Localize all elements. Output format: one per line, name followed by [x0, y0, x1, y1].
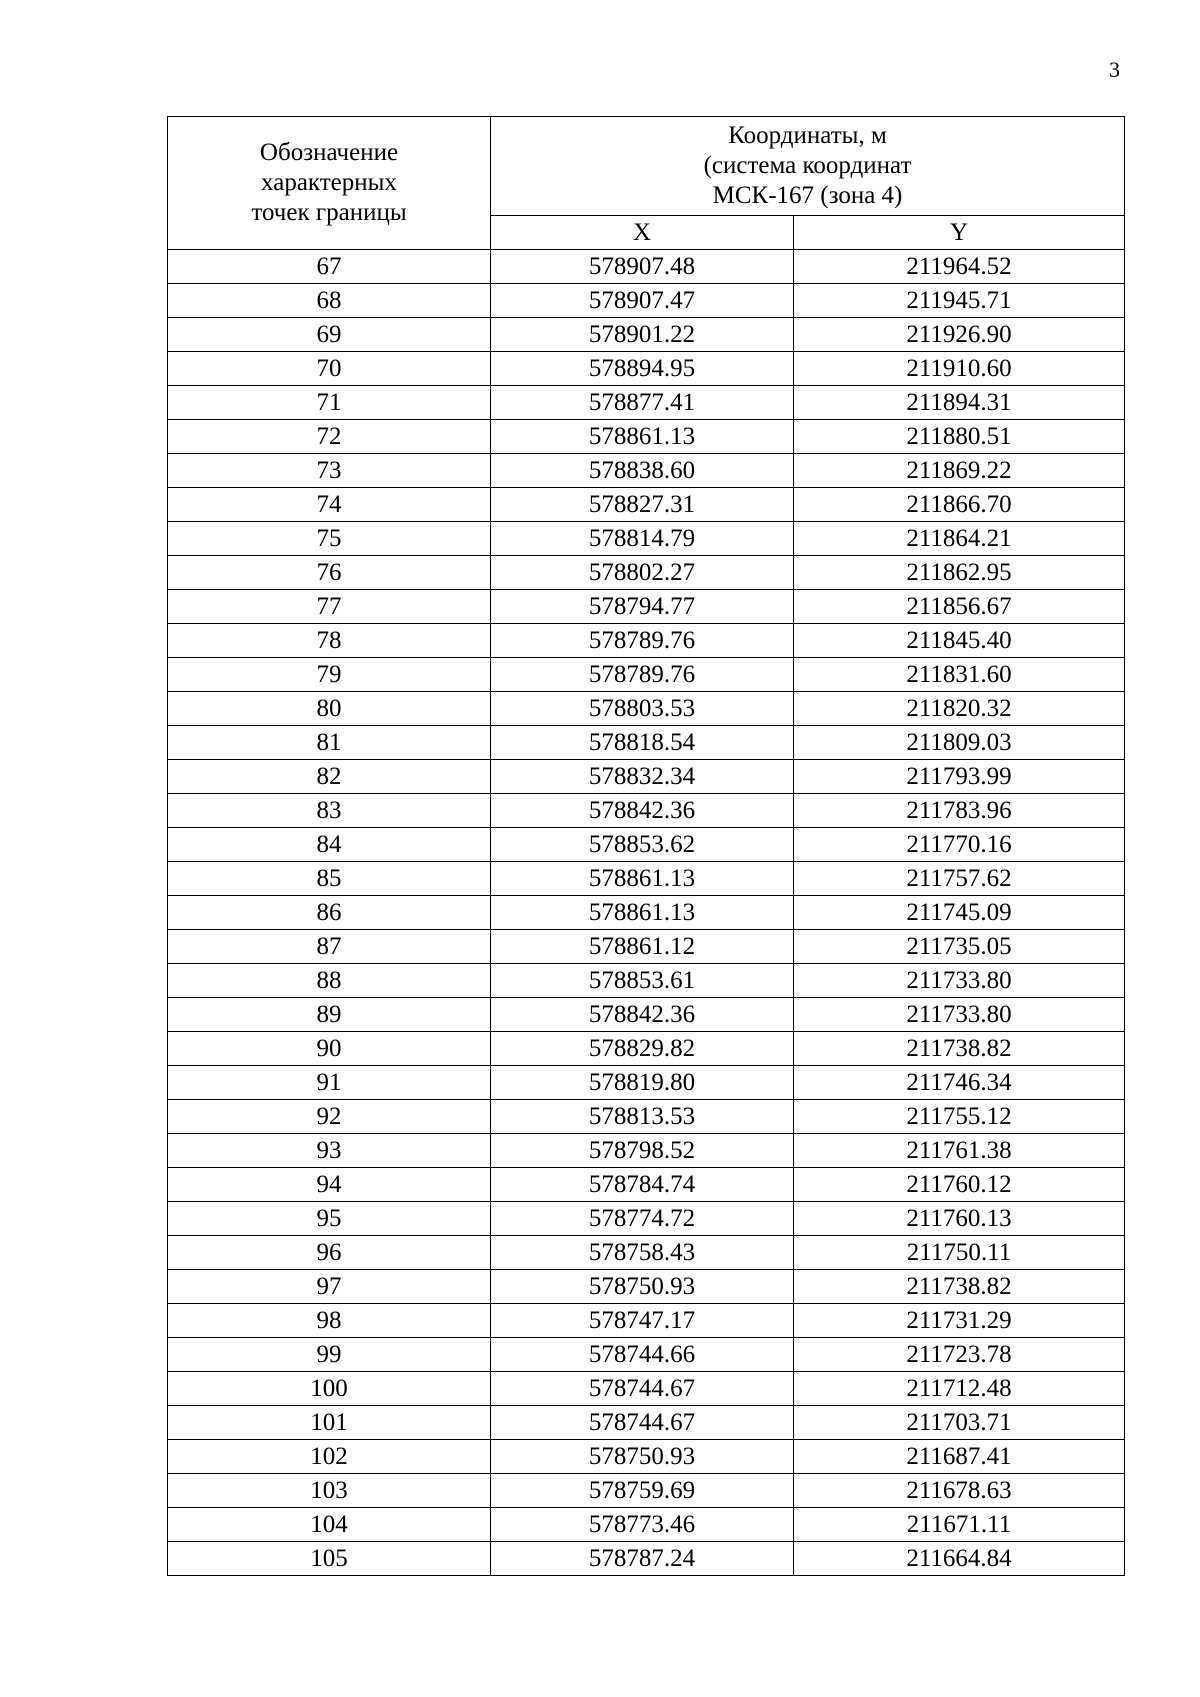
y-coordinate-cell: 211862.95: [794, 556, 1125, 590]
table-row: [168, 998, 1125, 1032]
coordinates-table: [167, 116, 1125, 1576]
table-row: [168, 964, 1125, 998]
point-id-cell: 88: [168, 964, 491, 998]
point-id-cell: 80: [168, 692, 491, 726]
table-row: [168, 692, 1125, 726]
x-coordinate-cell: 578838.60: [491, 454, 794, 488]
x-coordinate-cell: 578773.46: [491, 1508, 794, 1542]
y-coordinate-cell: 211831.60: [794, 658, 1125, 692]
point-id-cell: 84: [168, 828, 491, 862]
x-coordinate-cell: 578744.66: [491, 1338, 794, 1372]
y-coordinate-cell: 211733.80: [794, 964, 1125, 998]
x-coordinate-cell: 578784.74: [491, 1168, 794, 1202]
table-row: [168, 726, 1125, 760]
y-coordinate-cell: 211664.84: [794, 1542, 1125, 1576]
table-row: [168, 760, 1125, 794]
y-coordinate-cell: 211869.22: [794, 454, 1125, 488]
point-id-cell: 82: [168, 760, 491, 794]
table-row: [168, 522, 1125, 556]
table-body: [168, 250, 1125, 1576]
y-coordinate-cell: 211703.71: [794, 1406, 1125, 1440]
y-coordinate-cell: 211760.13: [794, 1202, 1125, 1236]
table-row: [168, 1134, 1125, 1168]
y-coordinate-cell: 211723.78: [794, 1338, 1125, 1372]
x-coordinate-cell: 578907.47: [491, 284, 794, 318]
x-coordinate-cell: 578829.82: [491, 1032, 794, 1066]
table-row: [168, 318, 1125, 352]
x-coordinate-cell: 578853.61: [491, 964, 794, 998]
x-coordinate-cell: 578789.76: [491, 658, 794, 692]
y-coordinate-cell: 211755.12: [794, 1100, 1125, 1134]
x-coordinate-cell: 578901.22: [491, 318, 794, 352]
y-coordinate-cell: 211761.38: [794, 1134, 1125, 1168]
point-id-cell: 67: [168, 250, 491, 284]
y-coordinate-cell: 211735.05: [794, 930, 1125, 964]
header-designation-text: Обозначение характерных точек границы: [251, 139, 407, 226]
x-coordinate-cell: 578819.80: [491, 1066, 794, 1100]
table-row: [168, 1270, 1125, 1304]
header-coordinates-text: Координаты, м (система координат МСК-167 (зона 4): [703, 122, 912, 209]
table-row: [168, 454, 1125, 488]
y-coordinate-cell: 211820.32: [794, 692, 1125, 726]
x-coordinate-cell: 578750.93: [491, 1440, 794, 1474]
y-coordinate-cell: 211770.16: [794, 828, 1125, 862]
y-coordinate-cell: 211894.31: [794, 386, 1125, 420]
table-row: [168, 590, 1125, 624]
table-row: [168, 1304, 1125, 1338]
point-id-cell: 98: [168, 1304, 491, 1338]
point-id-cell: 105: [168, 1542, 491, 1576]
point-id-cell: 100: [168, 1372, 491, 1406]
y-coordinate-cell: 211712.48: [794, 1372, 1125, 1406]
x-coordinate-cell: 578907.48: [491, 250, 794, 284]
point-id-cell: 99: [168, 1338, 491, 1372]
page-number: 3: [1109, 57, 1120, 82]
table-row: [168, 794, 1125, 828]
y-coordinate-cell: 211783.96: [794, 794, 1125, 828]
y-coordinate-cell: 211731.29: [794, 1304, 1125, 1338]
y-coordinate-cell: 211793.99: [794, 760, 1125, 794]
point-id-cell: 69: [168, 318, 491, 352]
point-id-cell: 94: [168, 1168, 491, 1202]
y-coordinate-cell: 211738.82: [794, 1270, 1125, 1304]
point-id-cell: 75: [168, 522, 491, 556]
point-id-cell: 90: [168, 1032, 491, 1066]
x-coordinate-cell: 578787.24: [491, 1542, 794, 1576]
point-id-cell: 95: [168, 1202, 491, 1236]
x-coordinate-cell: 578832.34: [491, 760, 794, 794]
point-id-cell: 102: [168, 1440, 491, 1474]
table-row: [168, 862, 1125, 896]
x-coordinate-cell: 578818.54: [491, 726, 794, 760]
x-coordinate-cell: 578814.79: [491, 522, 794, 556]
point-id-cell: 78: [168, 624, 491, 658]
x-coordinate-cell: 578842.36: [491, 998, 794, 1032]
y-coordinate-cell: 211738.82: [794, 1032, 1125, 1066]
table-row: [168, 1474, 1125, 1508]
x-coordinate-cell: 578861.13: [491, 862, 794, 896]
x-coordinate-cell: 578747.17: [491, 1304, 794, 1338]
y-coordinate-cell: 211757.62: [794, 862, 1125, 896]
x-coordinate-cell: 578842.36: [491, 794, 794, 828]
header-coordinates: [491, 117, 1125, 216]
x-coordinate-cell: 578798.52: [491, 1134, 794, 1168]
table-row: [168, 352, 1125, 386]
table-row: [168, 386, 1125, 420]
table-row: [168, 1508, 1125, 1542]
x-coordinate-cell: 578894.95: [491, 352, 794, 386]
header-x: X: [491, 216, 794, 250]
x-coordinate-cell: 578759.69: [491, 1474, 794, 1508]
table-row: [168, 658, 1125, 692]
header-y: Y: [794, 216, 1125, 250]
table-row: [168, 1202, 1125, 1236]
y-coordinate-cell: 211760.12: [794, 1168, 1125, 1202]
x-coordinate-cell: 578877.41: [491, 386, 794, 420]
y-coordinate-cell: 211746.34: [794, 1066, 1125, 1100]
y-coordinate-cell: 211687.41: [794, 1440, 1125, 1474]
point-id-cell: 93: [168, 1134, 491, 1168]
y-coordinate-cell: 211910.60: [794, 352, 1125, 386]
table-row: [168, 624, 1125, 658]
table-row: [168, 488, 1125, 522]
table-row: [168, 1168, 1125, 1202]
x-coordinate-cell: 578744.67: [491, 1372, 794, 1406]
point-id-cell: 70: [168, 352, 491, 386]
x-coordinate-cell: 578758.43: [491, 1236, 794, 1270]
table-row: [168, 1032, 1125, 1066]
header-designation: [168, 117, 491, 250]
point-id-cell: 76: [168, 556, 491, 590]
table-row: [168, 420, 1125, 454]
table-row: [168, 250, 1125, 284]
y-coordinate-cell: 211671.11: [794, 1508, 1125, 1542]
x-coordinate-cell: 578794.77: [491, 590, 794, 624]
table-row: [168, 896, 1125, 930]
point-id-cell: 85: [168, 862, 491, 896]
point-id-cell: 73: [168, 454, 491, 488]
point-id-cell: 96: [168, 1236, 491, 1270]
x-coordinate-cell: 578853.62: [491, 828, 794, 862]
x-coordinate-cell: 578861.13: [491, 420, 794, 454]
x-coordinate-cell: 578774.72: [491, 1202, 794, 1236]
y-coordinate-cell: 211945.71: [794, 284, 1125, 318]
table-row: [168, 1406, 1125, 1440]
point-id-cell: 68: [168, 284, 491, 318]
table-row: [168, 930, 1125, 964]
table-row: [168, 1440, 1125, 1474]
x-coordinate-cell: 578813.53: [491, 1100, 794, 1134]
point-id-cell: 89: [168, 998, 491, 1032]
x-coordinate-cell: 578861.13: [491, 896, 794, 930]
point-id-cell: 81: [168, 726, 491, 760]
point-id-cell: 92: [168, 1100, 491, 1134]
point-id-cell: 77: [168, 590, 491, 624]
point-id-cell: 101: [168, 1406, 491, 1440]
point-id-cell: 91: [168, 1066, 491, 1100]
table-row: [168, 828, 1125, 862]
x-coordinate-cell: 578750.93: [491, 1270, 794, 1304]
point-id-cell: 79: [168, 658, 491, 692]
y-coordinate-cell: 211856.67: [794, 590, 1125, 624]
table-row: [168, 1542, 1125, 1576]
y-coordinate-cell: 211750.11: [794, 1236, 1125, 1270]
table-row: [168, 1338, 1125, 1372]
table-row: [168, 1066, 1125, 1100]
x-coordinate-cell: 578802.27: [491, 556, 794, 590]
point-id-cell: 72: [168, 420, 491, 454]
point-id-cell: 104: [168, 1508, 491, 1542]
table-row: [168, 1372, 1125, 1406]
table-row: [168, 1100, 1125, 1134]
y-coordinate-cell: 211926.90: [794, 318, 1125, 352]
point-id-cell: 74: [168, 488, 491, 522]
x-coordinate-cell: 578861.12: [491, 930, 794, 964]
table-row: [168, 556, 1125, 590]
y-coordinate-cell: 211845.40: [794, 624, 1125, 658]
y-coordinate-cell: 211809.03: [794, 726, 1125, 760]
table-row: [168, 284, 1125, 318]
y-coordinate-cell: 211866.70: [794, 488, 1125, 522]
y-coordinate-cell: 211733.80: [794, 998, 1125, 1032]
y-coordinate-cell: 211864.21: [794, 522, 1125, 556]
point-id-cell: 87: [168, 930, 491, 964]
x-coordinate-cell: 578803.53: [491, 692, 794, 726]
point-id-cell: 71: [168, 386, 491, 420]
y-coordinate-cell: 211745.09: [794, 896, 1125, 930]
y-coordinate-cell: 211880.51: [794, 420, 1125, 454]
point-id-cell: 97: [168, 1270, 491, 1304]
point-id-cell: 86: [168, 896, 491, 930]
point-id-cell: 103: [168, 1474, 491, 1508]
x-coordinate-cell: 578789.76: [491, 624, 794, 658]
point-id-cell: 83: [168, 794, 491, 828]
x-coordinate-cell: 578827.31: [491, 488, 794, 522]
y-coordinate-cell: 211678.63: [794, 1474, 1125, 1508]
y-coordinate-cell: 211964.52: [794, 250, 1125, 284]
table-row: [168, 1236, 1125, 1270]
x-coordinate-cell: 578744.67: [491, 1406, 794, 1440]
